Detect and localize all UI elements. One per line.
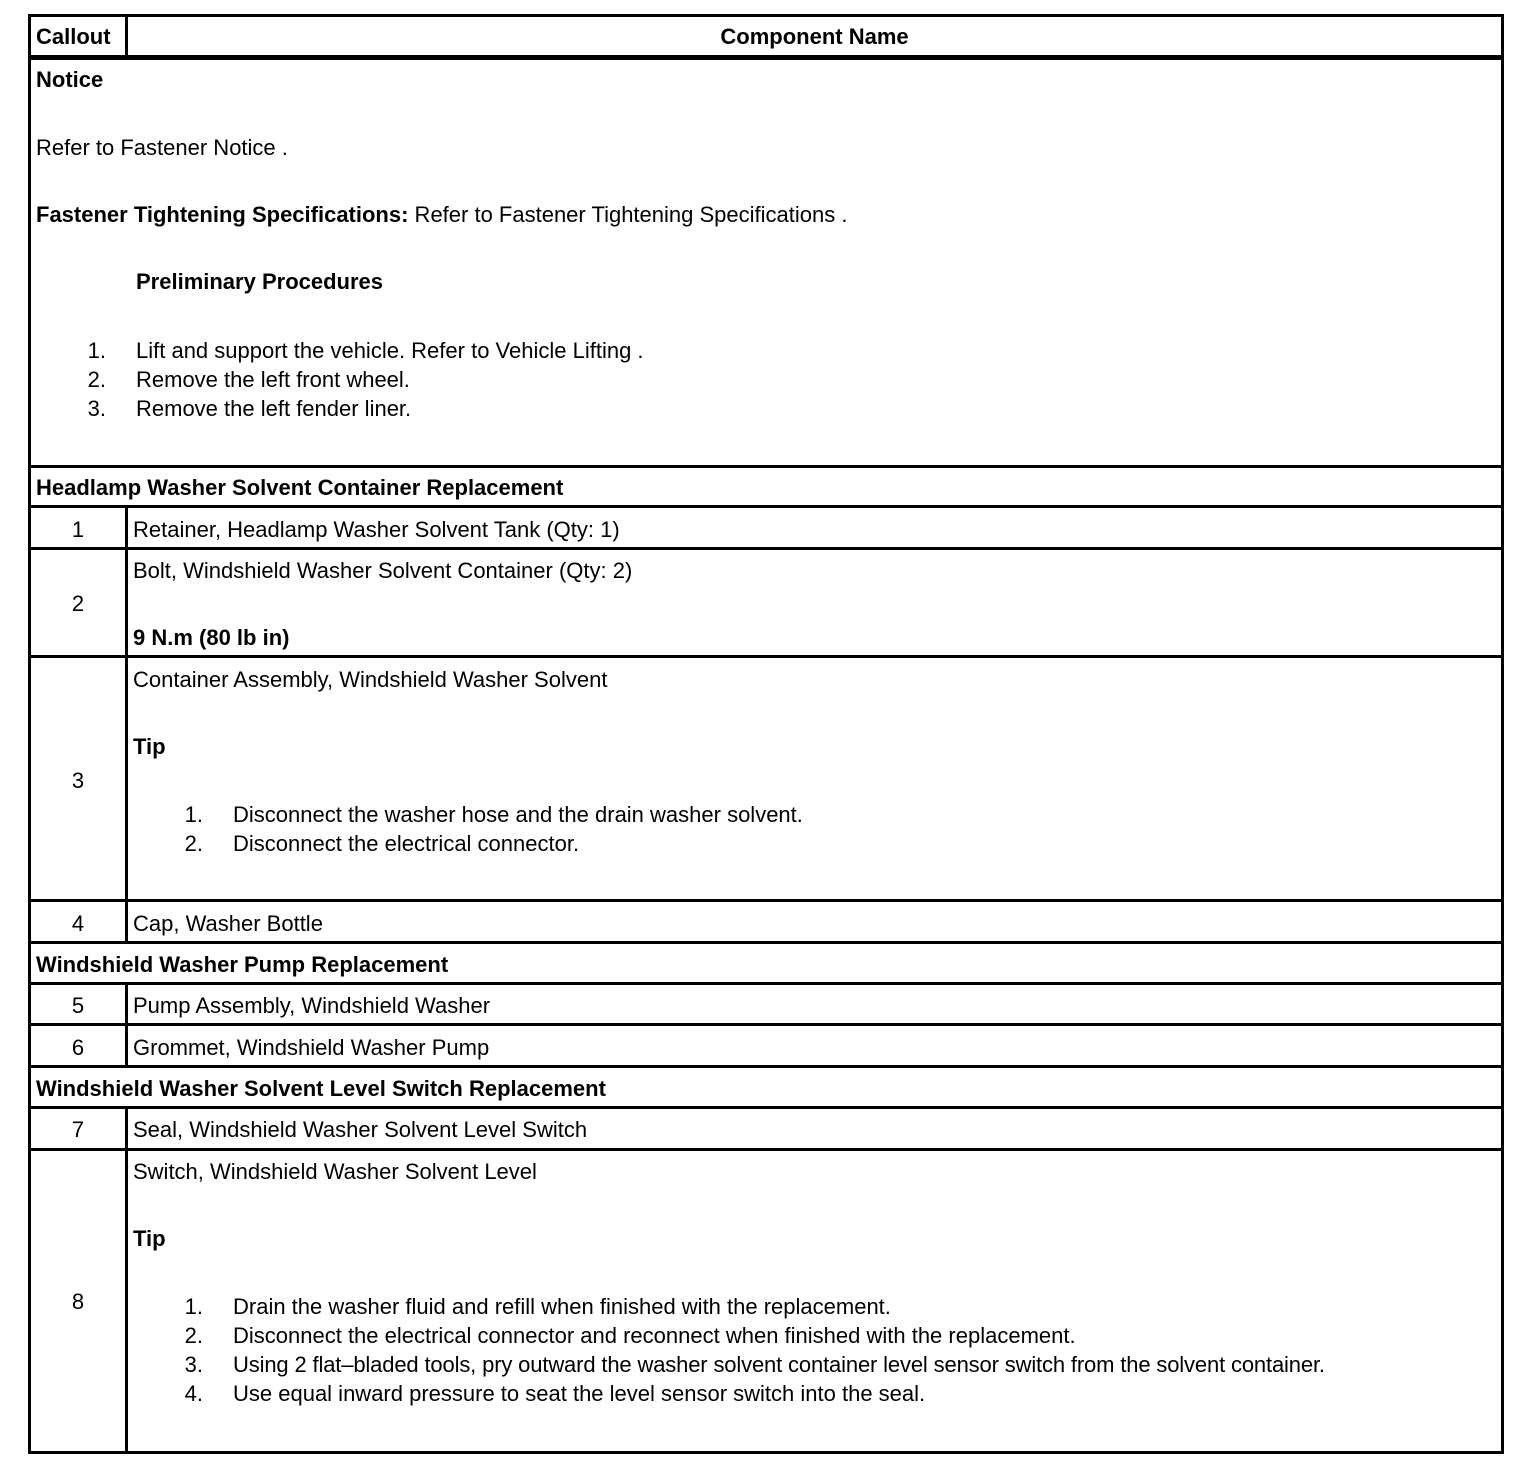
tip-label: Tip — [133, 734, 166, 759]
component-name: Cap, Washer Bottle — [133, 911, 323, 936]
callout-number: 5 — [71, 993, 85, 1018]
prelim-step-number: 2. — [87, 367, 106, 392]
row-divider — [31, 1148, 1501, 1151]
component-name: Switch, Windshield Washer Solvent Level — [133, 1159, 537, 1184]
row-divider — [31, 505, 1501, 508]
row-divider — [31, 57, 1501, 60]
fastener-spec-text: Refer to Fastener Tightening Specifications . — [408, 202, 848, 227]
row-divider — [31, 547, 1501, 550]
section-title: Headlamp Washer Solvent Container Replacement — [36, 475, 564, 500]
prelim-step-number: 3. — [87, 396, 106, 421]
header-callout: Callout — [36, 24, 111, 49]
section-title: Windshield Washer Pump Replacement — [36, 952, 449, 977]
row-divider — [31, 1023, 1501, 1026]
section-title: Windshield Washer Solvent Level Switch Replacement — [36, 1076, 606, 1101]
prelim-step-text: Remove the left fender liner. — [136, 396, 412, 421]
row-divider — [31, 941, 1501, 944]
preliminary-procedures-title: Preliminary Procedures — [136, 269, 384, 294]
row-divider — [31, 1106, 1501, 1109]
fastener-spec — [36, 200, 847, 229]
tip-step-number: 3. — [184, 1352, 203, 1377]
column-divider — [125, 1109, 128, 1454]
tip-step-text: Drain the washer fluid and refill when finished with the replacement. — [233, 1294, 891, 1319]
tip-step-text: Disconnect the electrical connector. — [233, 831, 580, 856]
callout-number: 4 — [71, 911, 85, 936]
row-divider — [31, 465, 1501, 468]
callout-number: 8 — [71, 1289, 85, 1314]
tip-step-text: Disconnect the washer hose and the drain washer solvent. — [233, 802, 803, 827]
component-table — [28, 14, 1504, 1454]
tip-step-text: Disconnect the electrical connector and reconnect when finished with the replacement. — [233, 1323, 1076, 1348]
row-divider — [31, 899, 1501, 902]
column-divider — [125, 985, 128, 1068]
component-name: Grommet, Windshield Washer Pump — [133, 1035, 490, 1060]
tip-step-number: 1. — [184, 802, 203, 827]
torque-spec: 9 N.m (80 lb in) — [133, 625, 290, 650]
component-name: Container Assembly, Windshield Washer Solvent — [133, 667, 608, 692]
callout-number: 3 — [71, 768, 85, 793]
component-name: Retainer, Headlamp Washer Solvent Tank (Qty: 1) — [133, 517, 620, 542]
callout-number: 6 — [71, 1035, 85, 1060]
prelim-step-number: 1. — [87, 338, 106, 363]
tip-step-number: 2. — [184, 831, 203, 856]
component-name: Pump Assembly, Windshield Washer — [133, 993, 491, 1018]
prelim-step-text: Remove the left front wheel. — [136, 367, 410, 392]
tip-step-number: 2. — [184, 1323, 203, 1348]
component-name: Seal, Windshield Washer Solvent Level Switch — [133, 1117, 588, 1142]
tip-step-number: 4. — [184, 1381, 203, 1406]
row-divider — [31, 655, 1501, 658]
tip-label: Tip — [133, 1226, 166, 1251]
tip-step-text: Use equal inward pressure to seat the level sensor switch into the seal. — [233, 1381, 926, 1406]
notice-text: Refer to Fastener Notice . — [36, 135, 288, 160]
notice-title: Notice — [36, 67, 104, 92]
row-divider — [31, 1065, 1501, 1068]
column-divider — [125, 508, 128, 943]
callout-number: 1 — [71, 517, 85, 542]
header-component-name: Component Name — [720, 24, 909, 49]
prelim-step-text: Lift and support the vehicle. Refer to Vehicle Lifting . — [136, 338, 644, 363]
callout-number: 2 — [71, 591, 85, 616]
row-divider — [31, 982, 1501, 985]
fastener-spec-label: Fastener Tightening Specifications: — [36, 202, 409, 227]
tip-step-number: 1. — [184, 1294, 203, 1319]
callout-number: 7 — [71, 1117, 85, 1142]
tip-step-text: Using 2 flat–bladed tools, pry outward the washer solvent container level sensor switch from the solvent container. — [233, 1352, 1325, 1377]
component-name: Bolt, Windshield Washer Solvent Container (Qty: 2) — [133, 558, 633, 583]
